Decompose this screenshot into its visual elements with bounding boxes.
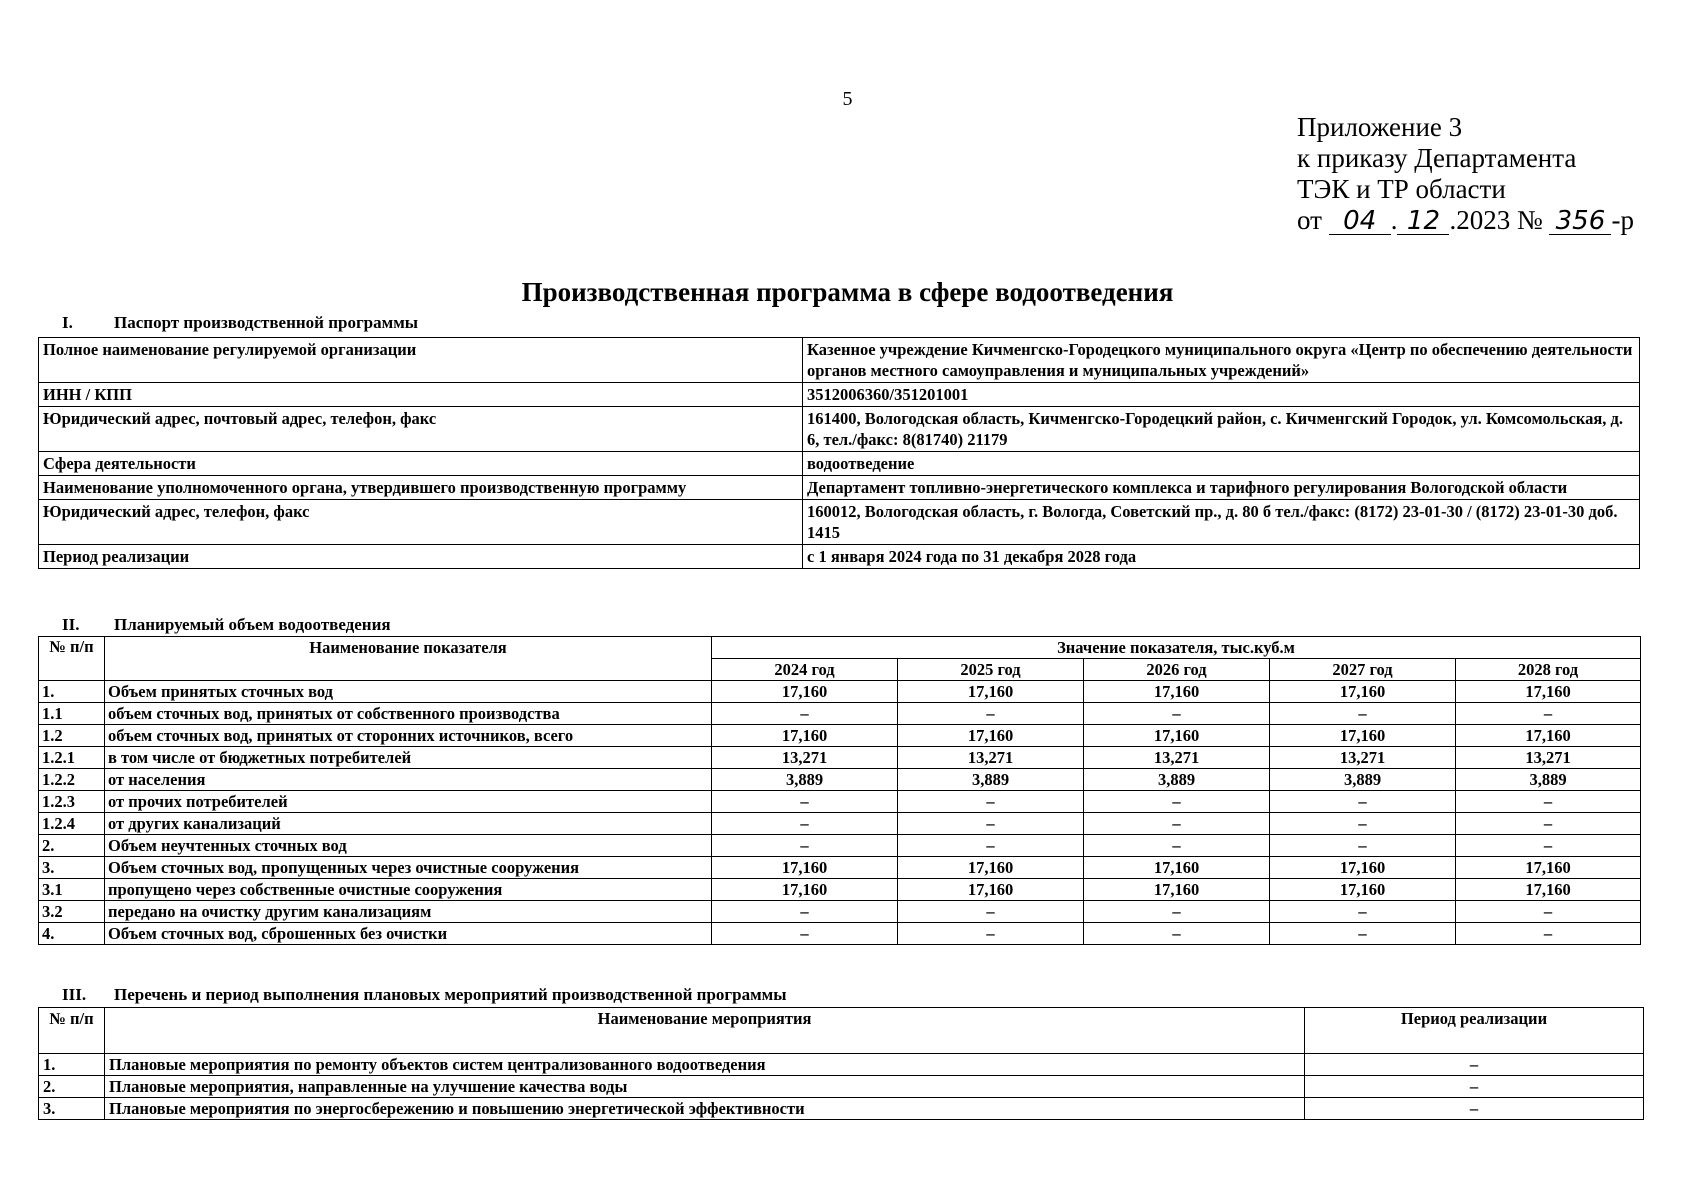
appendix-line-3: ТЭК и ТР области [1297,174,1506,204]
appendix-date-line: от 04 . 12 .2023 № 356 -р [1297,205,1634,236]
volume-row [39,813,1641,835]
passport-value: с 1 января 2024 года по 31 декабря 2028 года [803,545,1640,569]
events-row-num: 2. [39,1076,105,1098]
volume-row-num: 3.2 [39,901,105,923]
events-col-num: № п/п [39,1008,105,1054]
volume-row [39,879,1641,901]
passport-key: Период реализации [39,545,803,569]
volume-value-cell: 17,160 [1084,857,1270,879]
volume-value-cell: 17,160 [712,879,898,901]
passport-value: 3512006360/351201001 [803,383,1640,407]
volume-col-name: Наименование показателя [105,637,712,681]
volume-value-cell: 17,160 [1456,879,1641,901]
section-1-title: Паспорт производственной программы [114,313,419,332]
volume-value-cell: – [1456,901,1641,923]
volume-col-num: № п/п [39,637,105,681]
volume-row [39,923,1641,945]
volume-value-cell: 17,160 [1270,725,1456,747]
volume-row-num: 1.1 [39,703,105,725]
volume-value-cell: 13,271 [1270,747,1456,769]
volume-year-header: 2027 год [1270,659,1456,681]
volume-row-name: передано на очистку другим канализациям [105,901,712,923]
volume-value-cell: – [1084,813,1270,835]
volume-row-num: 1.2.3 [39,791,105,813]
volume-value-cell: 17,160 [712,857,898,879]
volume-value-cell: 17,160 [1084,879,1270,901]
volume-value-cell: – [1456,813,1641,835]
events-row [39,1076,1644,1098]
volume-row-name: объем сточных вод, принятых от сторонних источников, всего [105,725,712,747]
volume-value-cell: – [898,835,1084,857]
passport-row [39,338,1640,383]
volume-value-cell: – [712,791,898,813]
volume-value-cell: 17,160 [1456,725,1641,747]
passport-row [39,545,1640,569]
volume-row-num: 3. [39,857,105,879]
volume-value-cell: 17,160 [1270,681,1456,703]
appendix-prefix: от [1297,205,1322,235]
volume-value-cell: – [898,813,1084,835]
volume-value-cell: 17,160 [898,879,1084,901]
volume-value-cell: – [1270,835,1456,857]
volume-value-cell: – [1456,835,1641,857]
volume-value-cell: 13,271 [712,747,898,769]
volume-row [39,769,1641,791]
volume-row-num: 1. [39,681,105,703]
volume-value-cell: – [1084,791,1270,813]
events-row-name: Плановые мероприятия, направленные на улучшение качества воды [105,1076,1305,1098]
volume-value-cell: – [712,813,898,835]
volume-year-header: 2028 год [1456,659,1641,681]
events-row-period: – [1305,1076,1644,1098]
volume-value-cell: – [1270,813,1456,835]
volume-value-cell: 3,889 [712,769,898,791]
handwritten-day: 04 [1329,208,1391,235]
volume-row-num: 3.1 [39,879,105,901]
volume-row [39,681,1641,703]
passport-key: Юридический адрес, почтовый адрес, телефон, факс [39,407,803,452]
volume-value-cell: – [898,923,1084,945]
volume-row-name: Объем сточных вод, сброшенных без очистки [105,923,712,945]
volume-value-cell: 3,889 [898,769,1084,791]
passport-key: Полное наименование регулируемой организации [39,338,803,383]
volume-year-header: 2024 год [712,659,898,681]
volume-row-name: Объем принятых сточных вод [105,681,712,703]
volume-value-cell: – [1456,791,1641,813]
volume-value-cell: 17,160 [898,681,1084,703]
passport-key: Юридический адрес, телефон, факс [39,500,803,545]
appendix-line-1: Приложение 3 [1297,112,1463,142]
volume-row-num: 2. [39,835,105,857]
appendix-year: .2023 № [1449,205,1543,235]
appendix-block [1297,112,1634,236]
volume-value-cell: 13,271 [1084,747,1270,769]
volume-value-cell: 17,160 [898,857,1084,879]
volume-value-cell: 17,160 [712,725,898,747]
passport-row [39,383,1640,407]
section-2-heading [62,615,391,635]
events-row-period: – [1305,1054,1644,1076]
passport-row [39,452,1640,476]
volume-value-cell: – [1456,923,1641,945]
volume-value-cell: – [712,835,898,857]
events-row-num: 1. [39,1054,105,1076]
volume-row [39,703,1641,725]
passport-key: ИНН / КПП [39,383,803,407]
volume-row [39,835,1641,857]
volume-value-cell: 17,160 [1084,681,1270,703]
volume-row-name: от прочих потребителей [105,791,712,813]
passport-row [39,500,1640,545]
volume-row-num: 1.2.1 [39,747,105,769]
volume-row [39,725,1641,747]
volume-value-cell: 17,160 [898,725,1084,747]
passport-table [38,337,1640,569]
passport-value: 160012, Вологодская область, г. Вологда, Советский пр., д. 80 б тел./факс: (8172) 23-01-30 / (8172) 23-01-30 доб. 1415 [803,500,1640,545]
volume-row-num: 1.2 [39,725,105,747]
appendix-line-2: к приказу Департамента [1297,143,1577,173]
volume-row [39,901,1641,923]
passport-value: водоотведение [803,452,1640,476]
volume-year-header: 2025 год [898,659,1084,681]
passport-value: Департамент топливно-энергетического комплекса и тарифного регулирования Вологодской области [803,476,1640,500]
volume-row-name: объем сточных вод, принятых от собственного производства [105,703,712,725]
volume-value-cell: – [898,791,1084,813]
volume-year-header: 2026 год [1084,659,1270,681]
volume-value-cell: 13,271 [898,747,1084,769]
volume-value-cell: – [1270,923,1456,945]
volume-value-cell: 3,889 [1270,769,1456,791]
volume-value-cell: – [712,923,898,945]
passport-row [39,476,1640,500]
volume-value-cell: – [1270,901,1456,923]
volume-value-cell: – [1084,901,1270,923]
volume-value-cell: – [1270,703,1456,725]
section-1-heading [62,313,418,333]
volume-value-cell: 17,160 [1270,857,1456,879]
volume-value-cell: – [712,703,898,725]
events-col-period: Период реализации [1305,1008,1644,1054]
volume-row-name: пропущено через собственные очистные сооружения [105,879,712,901]
section-3-title: Перечень и период выполнения плановых мероприятий производственной программы [114,985,787,1004]
events-table [38,1007,1644,1120]
volume-row [39,791,1641,813]
volume-value-cell: 17,160 [1456,857,1641,879]
section-1-roman: I. [62,313,73,332]
passport-value: 161400, Вологодская область, Кичменгско-Городецкий район, с. Кичменгский Городок, ул. Комсомольская, д. 6, тел./факс: 8(81740) 21179 [803,407,1640,452]
events-row-num: 3. [39,1098,105,1120]
volume-value-cell: – [1084,923,1270,945]
section-2-title: Планируемый объем водоотведения [114,615,391,634]
passport-row [39,407,1640,452]
section-3-roman: III. [62,985,87,1004]
page-number: 5 [842,88,853,110]
passport-key: Сфера деятельности [39,452,803,476]
volume-row-name: от населения [105,769,712,791]
appendix-suffix: -р [1611,205,1634,235]
volume-value-cell: – [1084,835,1270,857]
volume-value-cell: – [898,901,1084,923]
volume-row-name: Объем сточных вод, пропущенных через очистные сооружения [105,857,712,879]
passport-key: Наименование уполномоченного органа, утвердившего производственную программу [39,476,803,500]
volume-col-value: Значение показателя, тыс.куб.м [712,637,1641,659]
volume-value-cell: 3,889 [1456,769,1641,791]
events-row [39,1098,1644,1120]
volume-table [38,636,1641,945]
volume-row-name: Объем неучтенных сточных вод [105,835,712,857]
section-2-roman: II. [62,615,80,634]
volume-value-cell: – [1084,703,1270,725]
volume-value-cell: – [1456,703,1641,725]
volume-row-name: от других канализаций [105,813,712,835]
volume-row-num: 1.2.4 [39,813,105,835]
volume-value-cell: 3,889 [1084,769,1270,791]
events-row [39,1054,1644,1076]
volume-value-cell: 17,160 [712,681,898,703]
events-row-period: – [1305,1098,1644,1120]
volume-value-cell: 17,160 [1084,725,1270,747]
volume-value-cell: 13,271 [1456,747,1641,769]
handwritten-month: 12 [1397,208,1449,235]
volume-value-cell: – [898,703,1084,725]
volume-row-num: 4. [39,923,105,945]
volume-value-cell: 17,160 [1270,879,1456,901]
volume-row-num: 1.2.2 [39,769,105,791]
volume-value-cell: 17,160 [1456,681,1641,703]
handwritten-order-number: 356 [1549,208,1611,235]
document-title: Производственная программа в сфере водоотведения [521,277,1174,307]
events-row-name: Плановые мероприятия по ремонту объектов систем централизованного водоотведения [105,1054,1305,1076]
volume-value-cell: – [712,901,898,923]
volume-row [39,747,1641,769]
volume-value-cell: – [1270,791,1456,813]
passport-value: Казенное учреждение Кичменгско-Городецкого муниципального округа «Центр по обеспечению деятельности органов местного самоуправления и муниципальных учреждений» [803,338,1640,383]
events-col-name: Наименование мероприятия [105,1008,1305,1054]
section-3-heading [62,985,787,1005]
events-row-name: Плановые мероприятия по энергосбережению и повышению энергетической эффективности [105,1098,1305,1120]
volume-row [39,857,1641,879]
volume-row-name: в том числе от бюджетных потребителей [105,747,712,769]
